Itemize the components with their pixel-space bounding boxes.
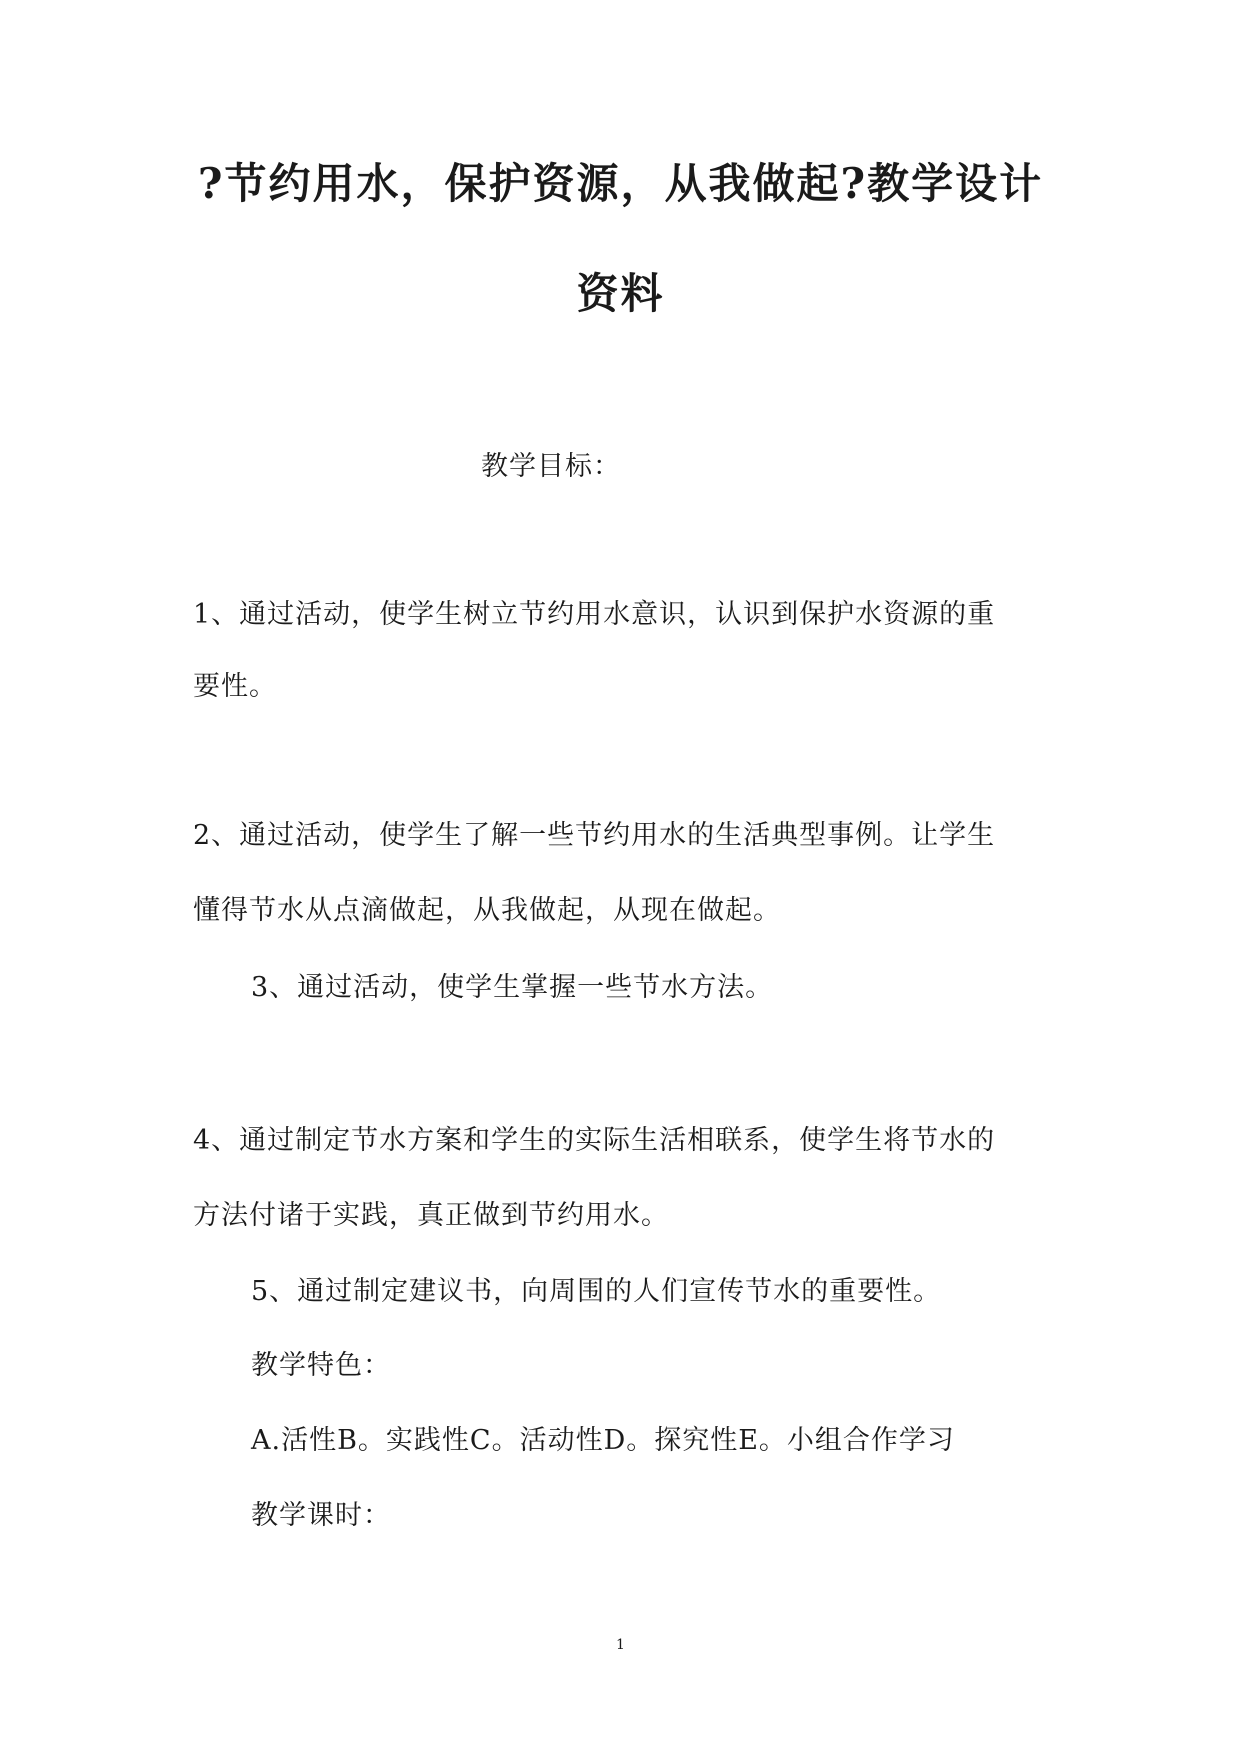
hours-heading: 教学课时： xyxy=(251,1500,391,1531)
objective-2-line2: 懂得节水从点滴做起，从我做起，从现在做起。 xyxy=(193,895,781,926)
objective-4-line2: 方法付诸于实践，真正做到节约用水。 xyxy=(193,1200,669,1231)
objective-3: 3、通过活动，使学生掌握一些节水方法。 xyxy=(251,972,774,1003)
objective-1-line1: 1、通过活动，使学生树立节约用水意识，认识到保护水资源的重 xyxy=(193,599,996,630)
objective-5: 5、通过制定建议书，向周围的人们宣传节水的重要性。 xyxy=(251,1276,942,1307)
document-title-line2: 资料 xyxy=(576,269,665,318)
features-text: A.活性B。实践性C。活动性D。探究性E。小组合作学习 xyxy=(251,1425,955,1456)
page-number: 1 xyxy=(616,1637,625,1653)
objective-1-line2: 要性。 xyxy=(193,671,277,702)
objective-2-line1: 2、通过活动，使学生了解一些节约用水的生活典型事例。让学生 xyxy=(193,820,996,851)
document-title-line1: ?节约用水，保护资源，从我做起?教学设计 xyxy=(197,159,1044,208)
features-heading: 教学特色： xyxy=(251,1350,391,1381)
objectives-heading: 教学目标： xyxy=(481,451,621,482)
objective-4-line1: 4、通过制定节水方案和学生的实际生活相联系，使学生将节水的 xyxy=(193,1125,996,1156)
